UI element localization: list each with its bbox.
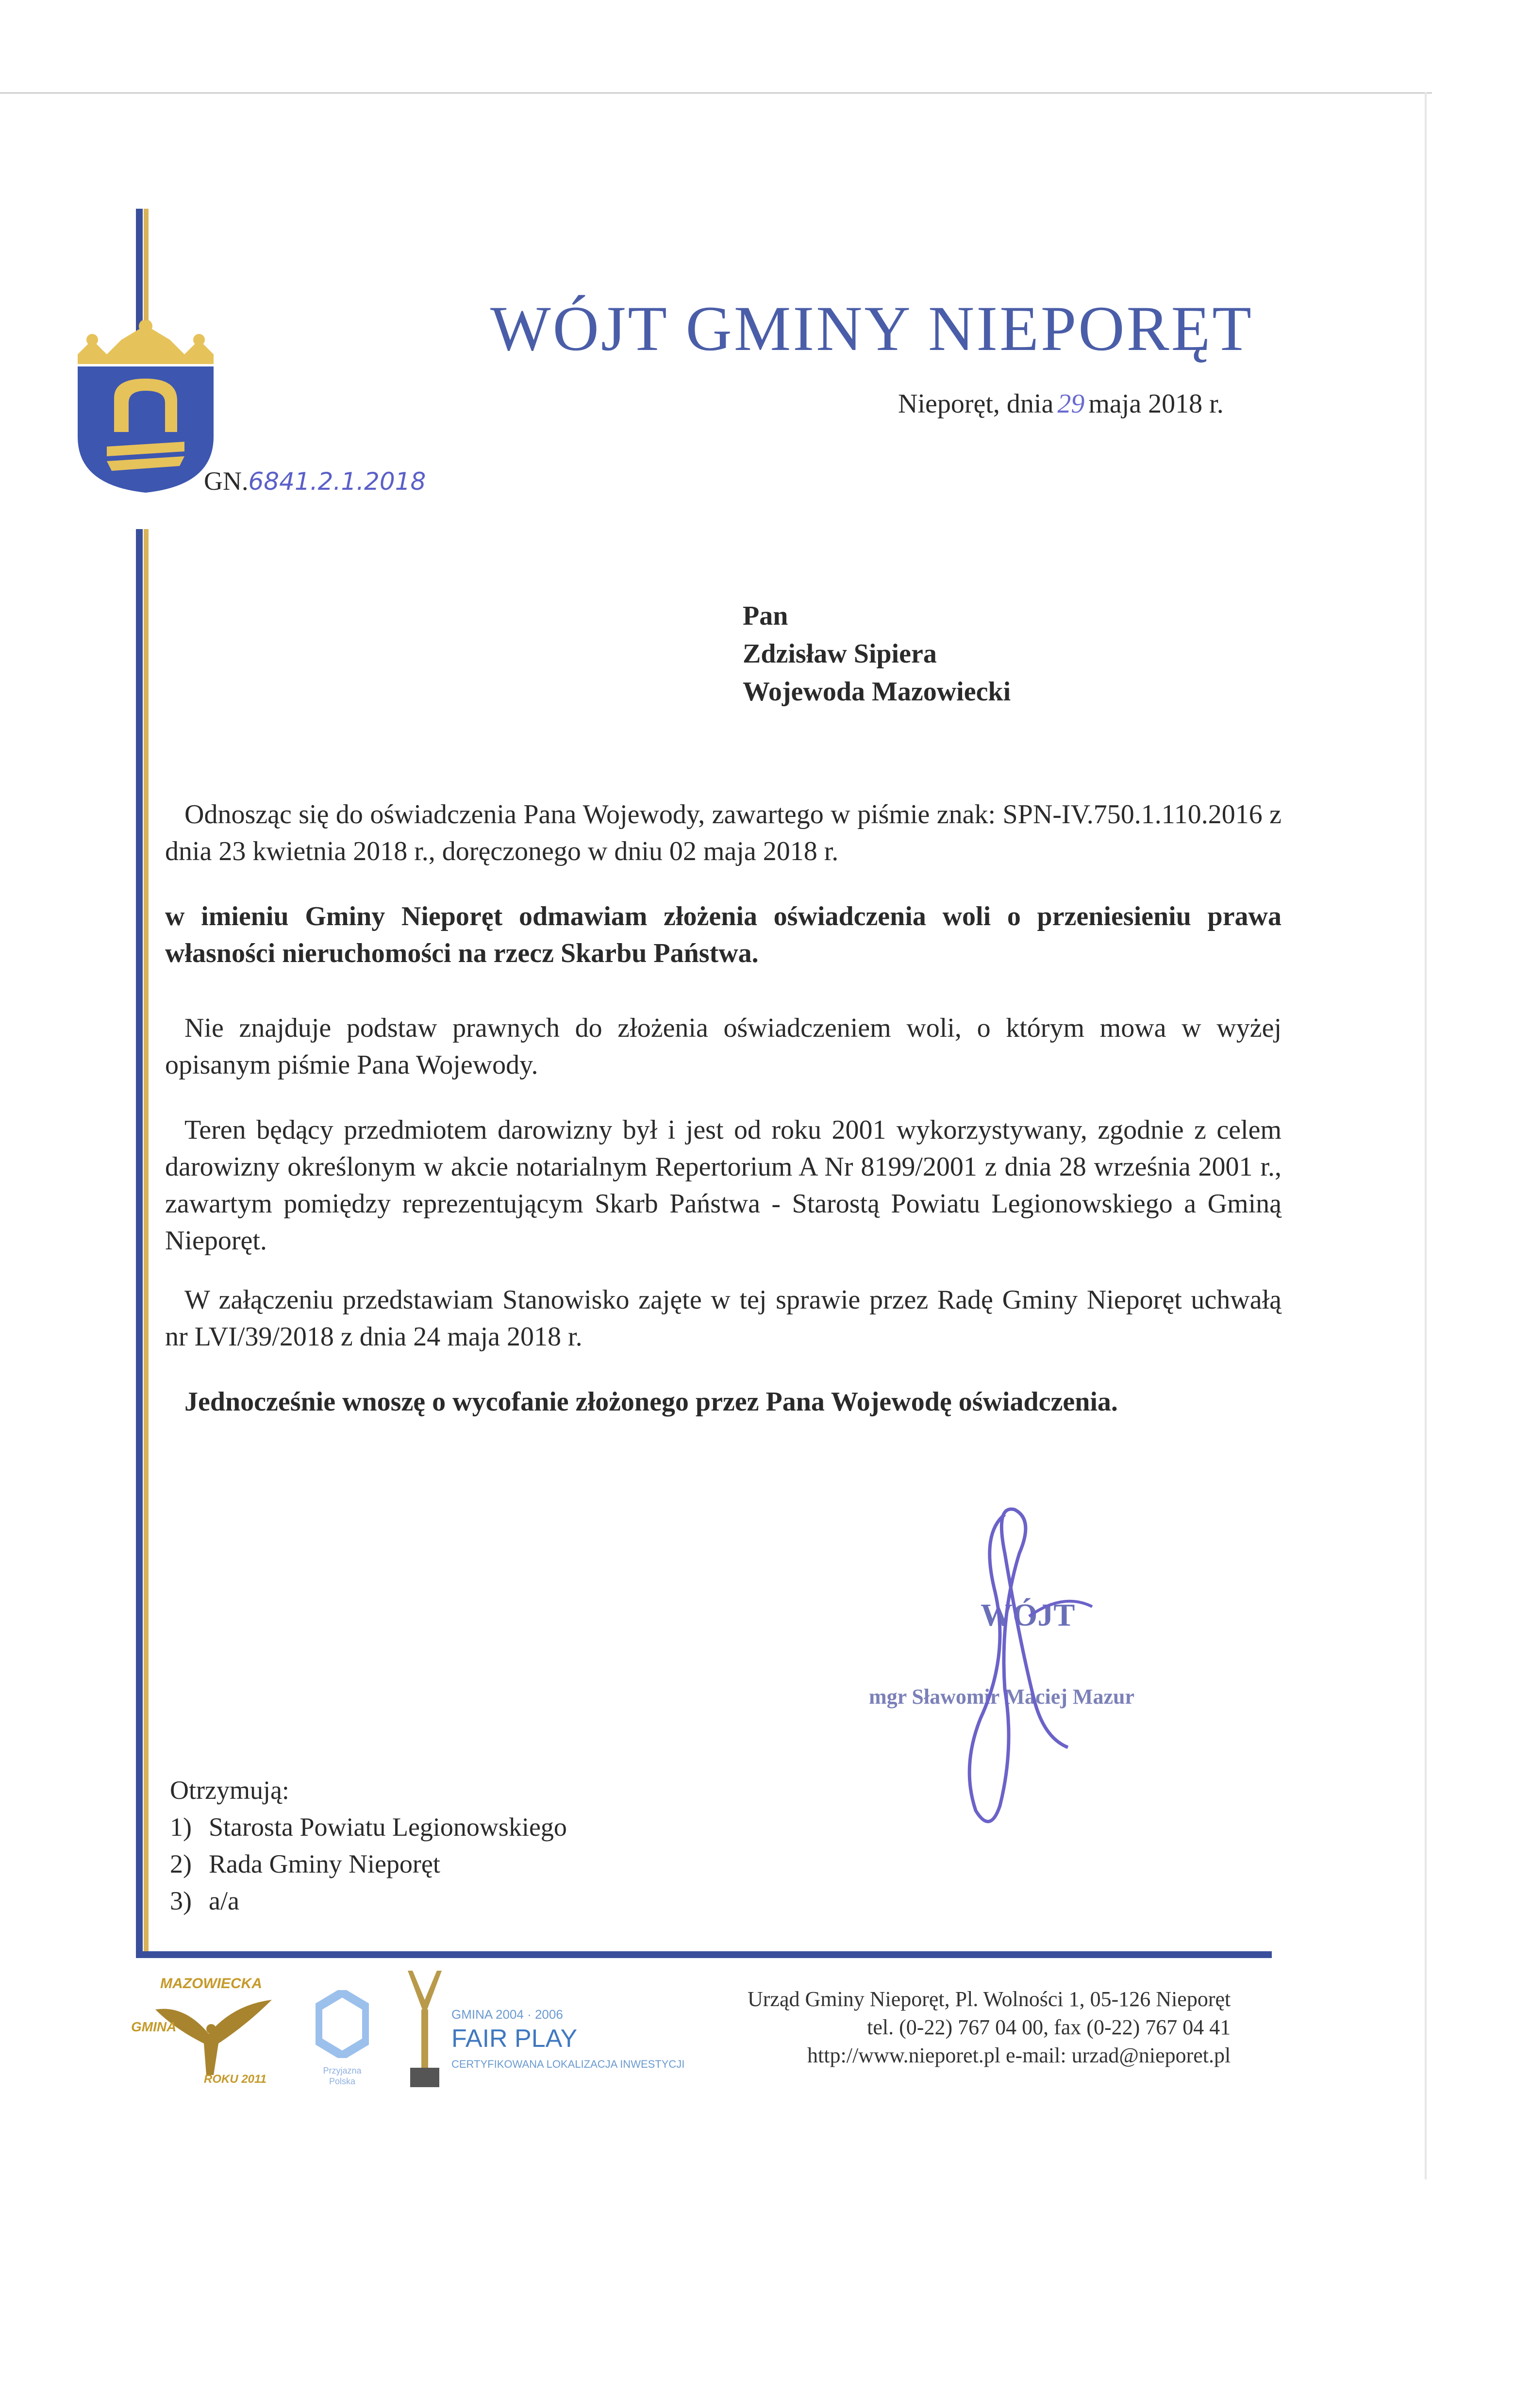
scan-edge-top (0, 92, 1432, 94)
paragraph-5: W załączeniu przedstawiam Stanowisko zajęte w tej sprawie przez Radę Gminy Nieporęt uchwałą nr LVI/39/2018 z dnia 24 maja 2018 r. (165, 1285, 1281, 1352)
addressee-line3: Wojewoda Mazowiecki (743, 677, 1011, 707)
footer-address (748, 1985, 1231, 2070)
footer-phone-line: tel. (0-22) 767 04 00, fax (0-22) 767 04 41 (867, 2015, 1231, 2039)
top-left-gold-bar (144, 209, 149, 335)
footer-web-line: http://www.nieporet.pl e-mail: urzad@nieporet.pl (807, 2043, 1231, 2067)
recipients-list (170, 1809, 567, 1919)
top-left-blue-bar (136, 209, 143, 335)
list-item: 1) Starosta Powiatu Legionowskiego (170, 1812, 567, 1842)
paragraph-4: Teren będący przedmiotem darowizny był i jest od roku 2001 wykorzystywany, zgodnie z celem darowizny określonym w akcie notarialnym Repertorium A Nr 8199/2001 z dnia 28 września 2001 r., zawartym pomiędzy reprezentującym Skarb Państwa - Starostą Powiatu Legionowskiego a Gminą Nieporęt. (165, 1115, 1281, 1256)
scan-edge-right (1425, 92, 1427, 2179)
ref-number: 6841.2.1.2018 (248, 467, 426, 496)
footer-address-line: Urząd Gminy Nieporęt, Pl. Wolności 1, 05-126 Nieporęt (748, 1987, 1231, 2011)
trophy-icon (403, 1966, 447, 2092)
paragraph-1: Odnosząc się do oświadczenia Pana Wojewody, zawartego w piśmie znak: SPN-IV.750.1.110.2016 z dnia 23 kwietnia 2018 r., doręczonego w dniu 02 maja 2018 r. (165, 799, 1281, 866)
gmina-roku-logo: MAZOWIECKA GMINA ROKU 2011 (131, 1976, 286, 2092)
recipients-heading: Otrzymują: (170, 1776, 289, 1805)
addressee-line2: Zdzisław Sipiera (743, 639, 937, 669)
recipients-block (170, 1772, 567, 1919)
signature-title: WÓJT (981, 1597, 1075, 1633)
signature-name: mgr Sławomir Maciej Mazur (869, 1685, 1134, 1709)
list-item: 3) a/a (170, 1886, 239, 1915)
paragraph-2-bold: w imieniu Gminy Nieporęt odmawiam złożenia oświadczenia woli o przeniesieniu prawa własności nieruchomości na rzecz Skarbu Państwa. (165, 901, 1281, 968)
footer-divider (136, 1951, 1272, 1958)
przyjazna-polska-logo: Przyjazna Polska (311, 1980, 374, 2092)
date-suffix: maja 2018 r. (1088, 389, 1224, 419)
paragraph-3: Nie znajduje podstaw prawnych do złożenia oświadczeniem woli, o którym mowa w wyżej opisanym piśmie Pana Wojewody. (165, 1013, 1281, 1080)
handwritten-signature-icon (908, 1495, 1112, 1844)
left-gold-bar (144, 529, 149, 1956)
page-title: WÓJT GMINY NIEPORĘT (490, 293, 1253, 364)
date-line (898, 388, 1224, 419)
hexagon-icon (316, 1990, 369, 2058)
addressee-block (743, 597, 1011, 711)
addressee-line1: Pan (743, 601, 788, 631)
paragraph-6-bold: Jednocześnie wnoszę o wycofanie złożonego przez Pana Wojewodę oświadczenia. (184, 1387, 1118, 1417)
coat-of-arms-icon (73, 320, 218, 495)
date-prefix: Nieporęt, dnia (898, 389, 1054, 419)
list-item: 2) Rada Gminy Nieporęt (170, 1849, 440, 1878)
reference-number (204, 466, 426, 496)
ref-prefix: GN. (204, 466, 249, 496)
left-blue-bar (136, 529, 143, 1956)
date-day: 29 (1057, 389, 1085, 419)
fair-play-logo: GMINA 2004 · 2006 FAIR PLAY CERTYFIKOWANA LOKALIZACJA INWESTYCJI (403, 1966, 743, 2092)
